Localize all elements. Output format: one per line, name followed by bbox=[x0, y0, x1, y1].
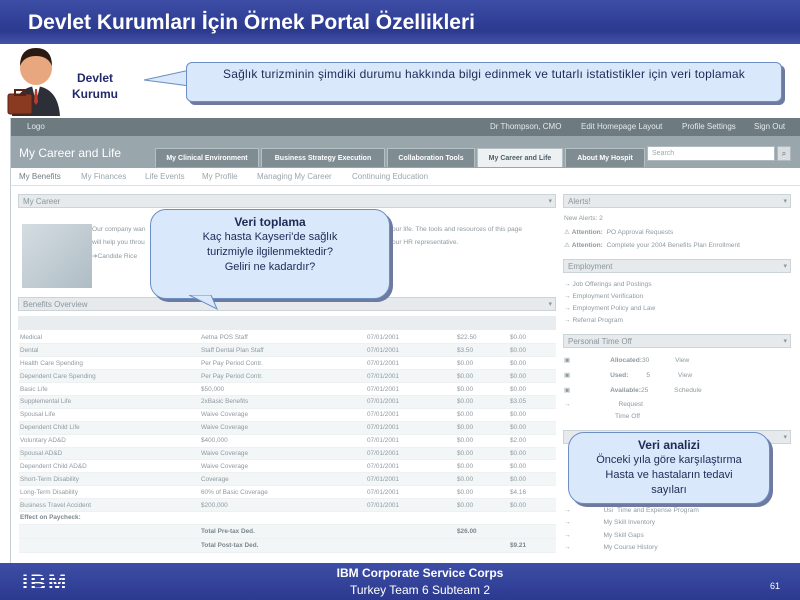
table-cell: Per Pay Period Contr. bbox=[200, 370, 366, 383]
employment-title: Employment bbox=[568, 262, 613, 271]
table-cell: 07/01/2001 bbox=[366, 344, 456, 357]
table-cell bbox=[19, 524, 200, 538]
new-alerts-count: New Alerts: 2 bbox=[564, 215, 603, 222]
table-cell: $0.00 bbox=[509, 421, 556, 434]
table-cell bbox=[509, 524, 556, 538]
alert-item[interactable] bbox=[564, 228, 673, 236]
table-cell: $0.00 bbox=[456, 460, 509, 473]
table-cell: $26.00 bbox=[456, 524, 509, 538]
table-cell: 07/01/2001 bbox=[366, 370, 456, 383]
career-text-right-2: our HR representative. bbox=[392, 239, 459, 246]
table-cell: Effect on Paycheck: bbox=[19, 511, 200, 524]
table-cell: $0.00 bbox=[456, 447, 509, 460]
subnav-my-finances[interactable]: My Finances bbox=[81, 172, 127, 181]
tab-collaboration-tools[interactable]: Collaboration Tools bbox=[387, 148, 475, 167]
table-cell bbox=[509, 511, 556, 524]
table-cell: 60% of Basic Coverage bbox=[200, 486, 366, 499]
table-cell bbox=[456, 538, 509, 552]
benefits-table bbox=[19, 331, 556, 553]
table-cell: Health Care Spending bbox=[19, 357, 200, 370]
summary-row bbox=[19, 538, 556, 552]
table-cell: $0.00 bbox=[456, 434, 509, 447]
edit-homepage-link[interactable]: Edit Homepage Layout bbox=[581, 122, 663, 131]
table-cell: $9.21 bbox=[509, 538, 556, 552]
pto-title: Personal Time Off bbox=[568, 337, 632, 346]
table-row bbox=[19, 499, 556, 512]
ibm-logo: IBM bbox=[22, 570, 69, 595]
table-row bbox=[19, 447, 556, 460]
alert-text: PO Approval Requests bbox=[606, 229, 674, 236]
table-cell: 07/01/2001 bbox=[366, 408, 456, 421]
tab-about-my-hospital[interactable]: About My Hospit bbox=[565, 148, 645, 167]
callout-line: sayıları bbox=[651, 484, 687, 496]
pto-label: Available: bbox=[610, 387, 641, 394]
alert-text: Complete your 2004 Benefits Plan Enrollment bbox=[606, 242, 740, 249]
subnav-my-profile[interactable]: My Profile bbox=[202, 172, 238, 181]
table-cell: Long-Term Disability bbox=[19, 486, 200, 499]
gov-label-line2: Kurumu bbox=[72, 87, 118, 101]
callout-pointer bbox=[142, 66, 192, 90]
skills-link[interactable]: → Usi Time and Expense Program bbox=[564, 507, 699, 514]
data-analysis-callout bbox=[568, 432, 770, 504]
callout-line: turizmiyle ilgilenmektedir? bbox=[207, 246, 333, 258]
alert-label: Attention: bbox=[571, 242, 603, 249]
pto-schedule-link[interactable]: Schedule bbox=[674, 387, 702, 394]
pto-row bbox=[564, 371, 692, 379]
table-cell: $0.00 bbox=[456, 383, 509, 396]
employment-link-label: Employment Verification bbox=[572, 293, 644, 300]
table-cell: 07/01/2001 bbox=[366, 460, 456, 473]
benefits-title: Benefits Overview bbox=[23, 300, 88, 309]
pto-value: 5 bbox=[646, 372, 651, 379]
table-row bbox=[19, 421, 556, 434]
table-cell: Aetna POS Staff bbox=[200, 331, 366, 344]
table-row bbox=[19, 486, 556, 499]
skills-link[interactable]: → My Skill Gaps bbox=[564, 532, 644, 539]
top-callout: Sağlık turizminin şimdiki durumu hakkında bilgi edinmek ve tutarlı istatistikler için veri toplamak bbox=[186, 62, 782, 102]
pto-value: 30 bbox=[641, 357, 650, 364]
table-cell: $0.00 bbox=[456, 370, 509, 383]
tab-clinical-environment[interactable]: My Clinical Environment bbox=[155, 148, 259, 167]
request-label: Request bbox=[618, 401, 643, 408]
subnav-managing-career[interactable]: Managing My Career bbox=[257, 172, 332, 181]
table-cell: 07/01/2001 bbox=[366, 434, 456, 447]
table-cell: 07/01/2001 bbox=[366, 383, 456, 396]
collapse-icon[interactable]: ▾ bbox=[783, 263, 787, 270]
employment-header bbox=[563, 259, 791, 273]
skills-link[interactable]: → My Skill Inventory bbox=[564, 519, 656, 526]
collapse-icon[interactable]: ▾ bbox=[783, 198, 787, 205]
pto-label: Allocated: bbox=[610, 357, 642, 364]
table-row bbox=[19, 331, 556, 344]
table-cell: Supplemental Life bbox=[19, 395, 200, 408]
table-row bbox=[19, 344, 556, 357]
employment-link-label: Referral Program bbox=[572, 317, 624, 324]
sign-out-link[interactable]: Sign Out bbox=[754, 122, 786, 131]
alert-item[interactable] bbox=[564, 241, 740, 249]
gov-label-line1: Devlet bbox=[76, 71, 114, 85]
footer-line1: IBM Corporate Service Corps bbox=[336, 566, 504, 580]
table-cell: Waive Coverage bbox=[200, 460, 366, 473]
callout-line: Hasta ve hastaların tedavi bbox=[605, 469, 733, 481]
table-row bbox=[19, 370, 556, 383]
sub-navigation bbox=[11, 168, 800, 186]
table-cell: 07/01/2001 bbox=[366, 395, 456, 408]
government-official-icon bbox=[6, 42, 66, 118]
table-cell: $0.00 bbox=[456, 395, 509, 408]
table-cell: Waive Coverage bbox=[200, 421, 366, 434]
table-cell: Basic Life bbox=[19, 383, 200, 396]
skills-link-prefix: Usi bbox=[603, 507, 613, 514]
table-row bbox=[19, 460, 556, 473]
callout-line: Önceki yıla göre karşılaştırma bbox=[596, 454, 742, 466]
table-cell: Business Travel Accident bbox=[19, 499, 200, 512]
table-cell: Per Pay Period Contr. bbox=[200, 357, 366, 370]
table-cell: $22.50 bbox=[456, 331, 509, 344]
alerts-header bbox=[563, 194, 791, 208]
pto-row bbox=[564, 386, 702, 394]
career-text-left-2: will help you throu bbox=[92, 239, 145, 246]
candide-rice-label: Candide Rice bbox=[97, 253, 138, 260]
candide-rice-link[interactable]: ➔Candide Rice bbox=[92, 253, 138, 260]
table-cell: Coverage bbox=[200, 473, 366, 486]
search-input[interactable]: Search bbox=[647, 146, 775, 161]
table-cell: Waive Coverage bbox=[200, 447, 366, 460]
collapse-icon[interactable]: ▾ bbox=[548, 301, 552, 308]
request-time-off-link[interactable]: → Request bbox=[564, 401, 643, 408]
tab-my-career-and-life[interactable]: My Career and Life bbox=[477, 148, 563, 167]
page-number: 61 bbox=[770, 581, 781, 591]
table-cell: $0.00 bbox=[456, 499, 509, 512]
footer-line2: Turkey Team 6 Subteam 2 bbox=[349, 583, 491, 597]
slide-title: Devlet Kurumları İçin Örnek Portal Özellikleri bbox=[28, 11, 475, 34]
table-cell: $0.00 bbox=[456, 473, 509, 486]
summary-row bbox=[19, 511, 556, 524]
table-row bbox=[19, 383, 556, 396]
benefits-header bbox=[18, 297, 556, 311]
skills-link-label: My Skill Inventory bbox=[603, 519, 656, 526]
table-cell: $0.00 bbox=[456, 357, 509, 370]
career-text-left-1: Our company wan bbox=[92, 226, 146, 233]
employment-link[interactable]: → Job Offerings and Postings bbox=[564, 281, 652, 288]
callout-line: Geliri ne kadardır? bbox=[224, 261, 316, 273]
table-cell bbox=[200, 511, 366, 524]
government-label bbox=[62, 70, 128, 102]
table-cell: $4.16 bbox=[509, 486, 556, 499]
table-cell bbox=[366, 511, 456, 524]
table-cell: Dependent Child AD&D bbox=[19, 460, 200, 473]
collapse-icon[interactable]: ▾ bbox=[548, 198, 552, 205]
table-cell: 07/01/2001 bbox=[366, 499, 456, 512]
warning-icon: ⚠ bbox=[564, 242, 572, 249]
table-cell: $2.00 bbox=[509, 434, 556, 447]
career-text-right-1: our life. The tools and resources of this page bbox=[392, 226, 522, 233]
pto-value: 25 bbox=[640, 387, 649, 394]
table-cell: Spousal Life bbox=[19, 408, 200, 421]
employment-link-label: Employment Policy and Law bbox=[572, 305, 656, 312]
employment-link[interactable]: → Employment Policy and Law bbox=[564, 305, 656, 312]
portal-top-strip bbox=[11, 118, 800, 136]
table-cell: Short-Term Disability bbox=[19, 473, 200, 486]
table-cell: $0.00 bbox=[509, 370, 556, 383]
callout-title: Veri analizi bbox=[637, 438, 701, 452]
table-cell: $0.00 bbox=[509, 447, 556, 460]
table-cell: $3.05 bbox=[509, 395, 556, 408]
calendar-icon: ▣ bbox=[564, 372, 571, 379]
benefits-column-header bbox=[18, 316, 556, 330]
skills-link-label: My Skill Gaps bbox=[603, 532, 644, 539]
table-cell: 2xBasic Benefits bbox=[200, 395, 366, 408]
calendar-icon: ▣ bbox=[564, 387, 571, 394]
table-cell bbox=[366, 538, 456, 552]
table-cell: $3.50 bbox=[456, 344, 509, 357]
section-title: My Career and Life bbox=[19, 146, 122, 160]
table-row bbox=[19, 395, 556, 408]
table-cell bbox=[366, 524, 456, 538]
table-cell: $0.00 bbox=[456, 408, 509, 421]
collapse-icon[interactable]: ▾ bbox=[783, 338, 787, 345]
table-cell: $50,000 bbox=[200, 383, 366, 396]
calendar-icon: ▣ bbox=[564, 357, 571, 364]
table-cell: Dependent Child Life bbox=[19, 421, 200, 434]
pto-label: Used: bbox=[610, 372, 629, 379]
table-row bbox=[19, 357, 556, 370]
collapse-icon[interactable]: ▾ bbox=[783, 434, 787, 441]
pto-view-link[interactable]: View bbox=[675, 357, 690, 364]
table-cell: Dental bbox=[19, 344, 200, 357]
table-cell: Total Pre-tax Ded. bbox=[200, 524, 366, 538]
table-cell: $0.00 bbox=[509, 383, 556, 396]
skills-link[interactable]: → My Course History bbox=[564, 544, 658, 551]
table-cell: $400,000 bbox=[200, 434, 366, 447]
pto-header bbox=[563, 334, 791, 348]
table-cell: $0.00 bbox=[509, 357, 556, 370]
summary-row bbox=[19, 524, 556, 538]
table-row bbox=[19, 434, 556, 447]
employment-link[interactable]: → Employment Verification bbox=[564, 293, 644, 300]
table-cell: Total Post-tax Ded. bbox=[200, 538, 366, 552]
career-photo bbox=[22, 224, 92, 288]
time-off-label[interactable]: Time Off bbox=[615, 413, 640, 420]
table-cell: $0.00 bbox=[509, 499, 556, 512]
table-cell: $200,000 bbox=[200, 499, 366, 512]
pto-row bbox=[564, 356, 689, 364]
table-cell: $0.00 bbox=[509, 473, 556, 486]
table-cell: 07/01/2001 bbox=[366, 357, 456, 370]
my-career-title: My Career bbox=[23, 197, 61, 206]
callout-line: Kaç hasta Kayseri'de sağlık bbox=[202, 231, 338, 243]
table-cell: Dependent Care Spending bbox=[19, 370, 200, 383]
table-cell: $0.00 bbox=[456, 486, 509, 499]
pto-view-link[interactable]: View bbox=[677, 372, 693, 379]
table-row bbox=[19, 408, 556, 421]
search-icon[interactable]: ⌕ bbox=[777, 146, 791, 161]
table-cell: $0.00 bbox=[456, 421, 509, 434]
table-cell: 07/01/2001 bbox=[366, 331, 456, 344]
subnav-life-events[interactable]: Life Events bbox=[145, 172, 185, 181]
table-cell: $0.00 bbox=[509, 331, 556, 344]
tab-business-strategy[interactable]: Business Strategy Execution bbox=[261, 148, 385, 167]
alerts-title: Alerts! bbox=[568, 197, 591, 206]
data-collection-callout bbox=[150, 209, 390, 299]
portal-logo: Logo bbox=[27, 122, 45, 131]
table-cell: Voluntary AD&D bbox=[19, 434, 200, 447]
table-cell: $0.00 bbox=[509, 460, 556, 473]
callout-title: Veri toplama bbox=[234, 215, 306, 229]
subnav-continuing-education[interactable]: Continuing Education bbox=[352, 172, 429, 181]
table-cell: Spousal AD&D bbox=[19, 447, 200, 460]
profile-settings-link[interactable]: Profile Settings bbox=[682, 122, 736, 131]
table-cell: Waive Coverage bbox=[200, 408, 366, 421]
table-cell bbox=[19, 538, 200, 552]
table-cell: 07/01/2001 bbox=[366, 447, 456, 460]
my-career-header bbox=[18, 194, 556, 208]
subnav-my-benefits[interactable]: My Benefits bbox=[19, 172, 61, 181]
table-cell: $0.00 bbox=[509, 408, 556, 421]
table-cell: $0.00 bbox=[509, 344, 556, 357]
skills-link-label: Time and Expense Program bbox=[616, 507, 699, 514]
table-cell: 07/01/2001 bbox=[366, 421, 456, 434]
table-cell: Staff Dental Plan Staff bbox=[200, 344, 366, 357]
employment-link[interactable]: → Referral Program bbox=[564, 317, 624, 324]
table-row bbox=[19, 473, 556, 486]
user-name-link[interactable]: Dr Thompson, CMO bbox=[490, 122, 562, 131]
table-cell: 07/01/2001 bbox=[366, 473, 456, 486]
table-cell: 07/01/2001 bbox=[366, 486, 456, 499]
callout-tail bbox=[185, 295, 219, 311]
alert-label: Attention: bbox=[571, 229, 603, 236]
employment-link-label: Job Offerings and Postings bbox=[572, 281, 652, 288]
skills-link-label: My Course History bbox=[603, 544, 658, 551]
warning-icon: ⚠ bbox=[564, 229, 572, 236]
table-cell bbox=[456, 511, 509, 524]
table-cell: Medical bbox=[19, 331, 200, 344]
